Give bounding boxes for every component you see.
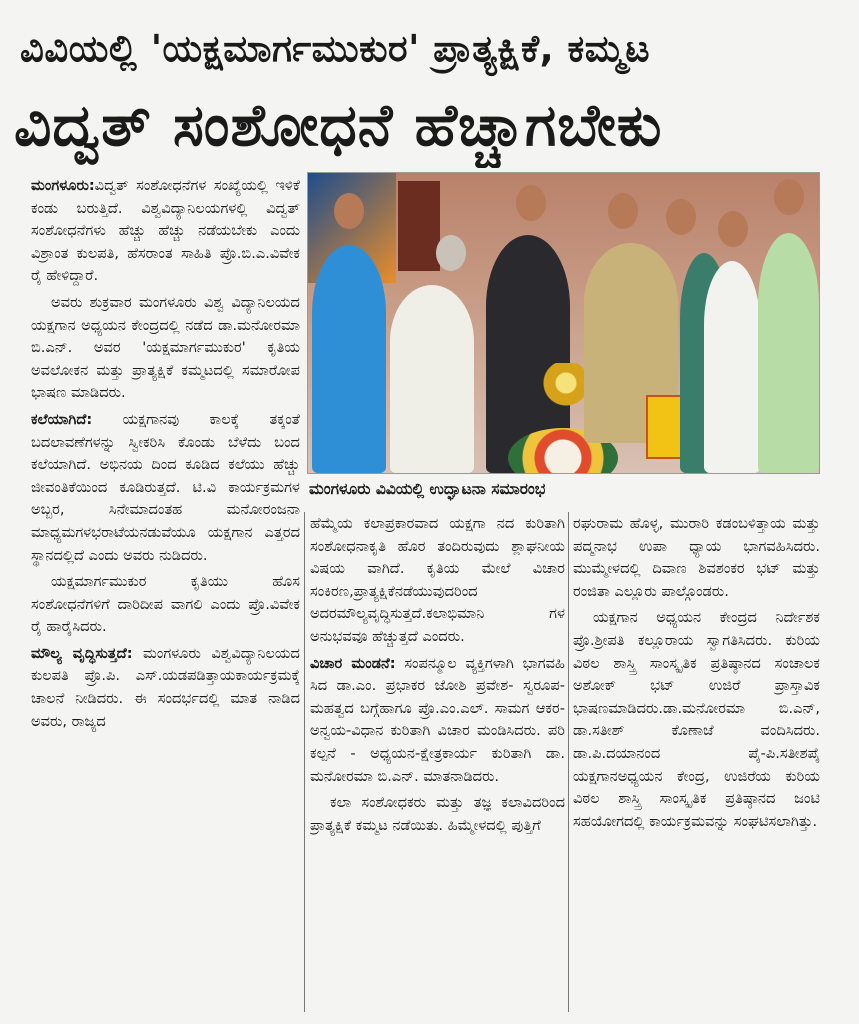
dateline: ಮಂಗಳೂರು: — [31, 177, 95, 194]
article-kicker: ವಿವಿಯಲ್ಲಿ 'ಯಕ್ಷಮಾರ್ಗಮುಕುರ' ಪ್ರಾತ್ಯಕ್ಷಿಕೆ, ಕಮ್ಮಟ — [20, 27, 651, 70]
photo-caption: ಮಂಗಳೂರು ವಿವಿಯಲ್ಲಿ ಉದ್ಘಾಟನಾ ಸಮಾರಂಭ — [309, 480, 546, 498]
photo-person-head — [334, 193, 364, 229]
subheading: ಮೌಲ್ಯ ವೃದ್ಧಿಸುತ್ತದೆ: — [31, 644, 133, 662]
paragraph-text: ಯಕ್ಷಗಾನವು ಕಾಲಕ್ಕೆ ತಕ್ಕಂತೆ ಬದಲಾವಣೆಗಳನ್ನು ಸ್ವೀಕರಿಸಿ ಕೊಂಡು ಬೆಳೆದು ಬಂದ ಕಲೆಯಾಗಿದೆ. ಅಭಿನಯ ದಿಂದ ಕೂಡಿದ ಕಲೆಯು ಹೆಚ್ಚು ಜೀವಂತಿಕೆಯಿಂದ ಕೂಡಿರುತ್ತದೆ. ಟಿ.ವಿ ಕಾರ್ಯಕ್ರಮಗಳ ಅಬ್ಬರ, ಸಿನೇಮಾದಂತಹ ಮನೋರಂಜನಾ ಮಾಧ್ಯಮಗಳಭರಾಟೆಯನಡುವೆಯೂ ಯಕ್ಷಗಾನ ಎತ್ತರದ ಸ್ಥಾನದಲ್ಲಿದೆ ಎಂದು ಅವರು ನುಡಿದರು. — [31, 410, 300, 564]
paragraph: ಕಲಾ ಸಂಶೋಧಕರು ಮತ್ತು ತಜ್ಞ ಕಲಾವಿದರಿಂದ ಪ್ರಾತ್ಯಕ್ಷಿಕೆ ಕಮ್ಮಟ ನಡೆಯಿತು. ಹಿಮ್ಮೇಳದಲ್ಲಿ ಪುತ್ತಿಗೆ — [310, 794, 565, 834]
paragraph: ಹೆಮ್ಮೆಯ ಕಲಾಪ್ರಕಾರವಾದ ಯಕ್ಷಗಾ ನದ ಕುರಿತಾಗಿ ಸಂಶೋಧನಾಕೃತಿ ಹೊರ ತಂದಿರುವುದು ಶ್ಲಾಘನೀಯ ವಿಷಯ ವಾಗಿದೆ. ಕೃತಿಯ ಮೇಲೆ ವಿಚಾರ ಸಂಕಿರಣ,ಪ್ರಾತ್ಯಕ್ಷಿಕೆನಡೆಯುವುದರಿಂದ ಅದರಮೌಲ್ಯವೃದ್ಧಿಸುತ್ತದೆ.ಕಲಾಭಿಮಾನಿ ಗಳ ಅನುಭವವೂ ಹೆಚ್ಚುತ್ತದೆ ಎಂದರು. — [310, 515, 565, 645]
photo-person-head — [608, 193, 638, 229]
column-divider — [568, 512, 569, 1012]
column-divider — [304, 512, 305, 1012]
paragraph — [31, 409, 300, 567]
photo-person — [312, 245, 386, 473]
paragraph: ಅವರು ಶುಕ್ರವಾರ ಮಂಗಳೂರು ವಿಶ್ವ ವಿದ್ಯಾನಿಲಯದ ಯಕ್ಷಗಾನ ಅಧ್ಯಯನ ಕೇಂದ್ರದಲ್ಲಿ ನಡೆದ ಡಾ.ಮನೋರಮಾ ಬಿ.ಎನ್. ಅವರ 'ಯಕ್ಷಮಾರ್ಗಮುಕುರ' ಕೃತಿಯ ಅವಲೋಕನ ಮತ್ತು ಪ್ರಾತ್ಯಕ್ಷಿಕೆ ಕಮ್ಮಟದಲ್ಲಿ ಸಮಾರೋಪ ಭಾಷಣ ಮಾಡಿದರು. — [31, 293, 300, 402]
paragraph: ರಘುರಾಮ ಹೊಳ್ಳ, ಮುರಾರಿ ಕಡಂಬಳಿತ್ತಾಯ ಮತ್ತು ಪದ್ಮನಾಭ ಉಪಾ ಧ್ಯಾಯ ಭಾಗವಹಿಸಿದರು. ಮುಮ್ಮೇಳದಲ್ಲಿ ದಿವಾಣ ಶಿವಶಂಕರ ಭಟ್ ಮತ್ತು ರಂಜಿತಾ ಎಲ್ಲೂರು ಪಾಲ್ಗೊಂಡರು. — [573, 515, 820, 600]
photo-person — [704, 261, 760, 473]
paragraph — [31, 175, 300, 288]
paragraph: ಯಕ್ಷಮಾರ್ಗಮುಕುರ ಕೃತಿಯು ಹೊಸ ಸಂಶೋಧನೆಗಳಿಗೆ ದಾರಿದೀಪ ವಾಗಲಿ ಎಂದು ಪ್ರೊ.ವಿವೇಕ ರೈ ಹಾರೈಸಿದರು. — [31, 573, 300, 636]
paragraph-text: ಮಂಗಳೂರು ವಿಶ್ವವಿದ್ಯಾನಿಲಯದ ಕುಲಪತಿ ಪ್ರೊ.ಪಿ. ಎಸ್.ಯಡಪಡಿತ್ತಾಯಕಾರ್ಯಕ್ರಮಕ್ಕೆ ಚಾಲನೆ ನೀಡಿದರು. ಈ ಸಂದರ್ಭದಲ್ಲಿ ಮಾತ ನಾಡಿದ ಅವರು, ರಾಜ್ಯದ — [31, 644, 300, 730]
photo-poster — [398, 181, 440, 271]
paragraph — [31, 643, 300, 733]
event-photo — [307, 172, 820, 474]
article-headline: ವಿದ್ವತ್ ಸಂಶೋಧನೆ ಹೆಚ್ಚಾಗಬೇಕು — [14, 91, 663, 159]
photo-person-head — [516, 185, 546, 221]
paragraph-text: ಸಂಪನ್ಮೂಲ ವ್ಯಕ್ತಿಗಳಾಗಿ ಭಾಗವಹಿ ಸಿದ ಡಾ.ಎಂ. ಪ್ರಭಾಕರ ಜೋಶಿ ಪ್ರವೇಶ- ಸ್ವರೂಪ- ಮಹತ್ವದ ಬಗ್ಗೆಹಾಗೂ ಪ್ರೊ.ಎಂ.ಎಲ್. ಸಾಮಗ ಆಕರ-ಅನ್ವಯ-ವಿಧಾನ ಕುರಿತಾಗಿ ವಿಚಾರ ಮಂಡಿಸಿದರು. ಪರಿ ಕಲ್ಪನೆ - ಅಧ್ಯಯನ-ಕ್ಷೇತ್ರಕಾರ್ಯ ಕುರಿತಾಗಿ ಡಾ. ಮನೋರಮಾ ಬಿ.ಎನ್. ಮಾತನಾಡಿದರು. — [310, 654, 565, 785]
photo-person-head — [666, 199, 696, 235]
paragraph: ಯಕ್ಷಗಾನ ಅಧ್ಯಯನ ಕೇಂದ್ರದ ನಿರ್ದೇಶಕ ಪ್ರೊ.ಶ್ರೀಪತಿ ಕಲ್ಲೂರಾಯ ಸ್ವಾಗತಿಸಿದರು. ಕುರಿಯ ವಿಠಲ ಶಾಸ್ತ್ರಿ ಸಾಂಸ್ಕೃತಿಕ ಪ್ರತಿಷ್ಠಾನದ ಸಂಚಾಲಕ ಅಶೋಕ್ ಭಟ್ ಉಜಿರೆ ಪ್ರಾಸ್ತಾವಿಕ ಭಾಷಣಮಾಡಿದರು.ಡಾ.ಮನೋರಮಾ ಬಿ.ಎನ್, ಡಾ.ಸತೀಶ್ ಕೊಣಾಜೆ ವಂದಿಸಿದರು. ಡಾ.ಪಿ.ದಯಾನಂದ ಪೈ-ಪಿ.ಸತೀಶಪೈ ಯಕ್ಷಗಾನಅಧ್ಯಯನ ಕೇಂದ್ರ, ಉಜಿರೆಯ ಕುರಿಯ ವಿಠಲ ಶಾಸ್ತ್ರಿ ಸಾಂಸ್ಕೃತಿಕ ಪ್ರತಿಷ್ಠಾನದ ಜಂಟಿ ಸಹಯೋಗದಲ್ಲಿ ಕಾರ್ಯಕ್ರಮವನ್ನು ಸಂಘಟಿಸಲಾಗಿತ್ತು. — [573, 609, 820, 830]
column-1 — [31, 175, 300, 1015]
photo-person-head — [774, 179, 804, 215]
photo-person-head — [436, 235, 466, 271]
subheading: ವಿಚಾರ ಮಂಡನೆ: — [310, 654, 396, 672]
subheading: ಕಲೆಯಾಗಿದೆ: — [31, 410, 93, 428]
photo-person-head — [718, 211, 748, 247]
column-3 — [573, 513, 820, 1018]
photo-person — [758, 233, 819, 473]
photo-person — [390, 285, 474, 473]
paragraph-text: ವಿದ್ವತ್ ಸಂಶೋಧನೆಗಳ ಸಂಖ್ಯೆಯಲ್ಲಿ ಇಳಿಕೆ ಕಂಡು ಬರುತ್ತಿದೆ. ವಿಶ್ವವಿದ್ಯಾನಿಲಯಗಳಲ್ಲಿ ವಿದ್ವತ್ ಸಂಶೋಧನೆಗಳು ಹೆಚ್ಚು ಹೆಚ್ಚು ನಡೆಯಬೇಕು ಎಂದು ವಿಶ್ರಾಂತ ಕುಲಪತಿ, ಹೆಸರಾಂತ ಸಾಹಿತಿ ಪ್ರೊ.ಬಿ.ಎ.ವಿವೇಕ ರೈ ಹೇಳಿದ್ದಾರೆ. — [31, 177, 300, 285]
paragraph — [310, 653, 565, 789]
column-2 — [310, 513, 565, 1018]
